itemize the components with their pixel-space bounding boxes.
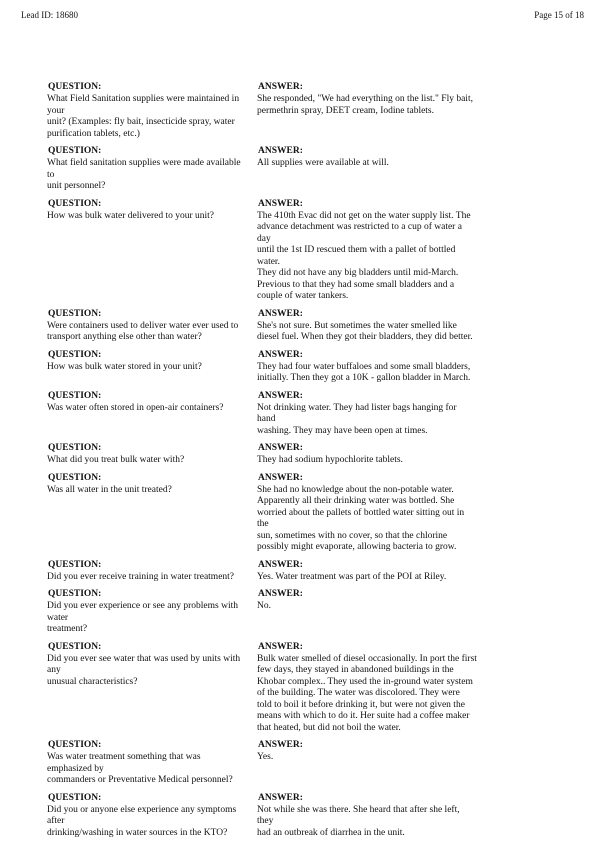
- answer-block: [257, 81, 477, 140]
- question-block: [47, 198, 247, 303]
- answer-block: [257, 559, 477, 584]
- question-text: Did you or anyone else experience any symptoms after drinking/washing in water sources in the KTO?: [47, 804, 237, 838]
- qa-pair: [47, 472, 477, 554]
- question-block: [47, 442, 247, 467]
- question-block: [47, 792, 247, 840]
- question-block: [47, 588, 247, 636]
- question-text: Did you ever receive training in water treatment?: [47, 571, 235, 582]
- question-block: [47, 81, 247, 140]
- answer-block: [257, 641, 477, 735]
- question-label: QUESTION:: [48, 641, 102, 652]
- question-text: Was water often stored in open-air containers?: [47, 402, 224, 413]
- answer-text: They had four water buffaloes and some small bladders, initially. Then they got a 10K - gallon bladder in March.: [257, 361, 471, 383]
- answer-block: [257, 390, 477, 438]
- qa-pair: [47, 739, 477, 787]
- answer-label: ANSWER:: [258, 559, 303, 570]
- answer-block: [257, 472, 477, 554]
- answer-label: ANSWER:: [258, 308, 303, 319]
- question-block: [47, 349, 247, 385]
- question-text: Were containers used to deliver water ever used to transport anything else other than water?: [47, 320, 239, 342]
- question-text: How was bulk water stored in your unit?: [47, 361, 202, 372]
- answer-label: ANSWER:: [258, 82, 303, 92]
- question-label: QUESTION:: [48, 198, 102, 209]
- qa-pair: [47, 442, 477, 467]
- qa-pair: [47, 308, 477, 344]
- answer-text: The 410th Evac did not get on the water supply list. The advance detachment was restricted to a cup of water a day until the 1st ID rescued them with a pallet of bottled water. They did not have any big bladders until mid-March. Previous to that they had some small bladders and a couple of water tankers.: [257, 210, 471, 301]
- answer-label: ANSWER:: [258, 198, 303, 209]
- answer-label: ANSWER:: [258, 792, 303, 803]
- question-block: [47, 145, 247, 193]
- question-block: [47, 559, 247, 584]
- question-text: Did you ever see water that was used by units with any unusual characteristics?: [47, 653, 241, 687]
- answer-block: [257, 588, 477, 636]
- answer-text: Not drinking water. They had lister bags hanging for hand washing. They may have been open at times.: [257, 402, 457, 436]
- answer-label: ANSWER:: [258, 641, 303, 652]
- answer-label: ANSWER:: [258, 146, 303, 156]
- qa-pair: [47, 198, 477, 303]
- qa-pair: [47, 349, 477, 385]
- question-label: QUESTION:: [48, 472, 102, 483]
- question-label: QUESTION:: [48, 740, 102, 750]
- qa-pair: [47, 792, 477, 840]
- qa-pair: [47, 559, 477, 584]
- question-text: What did you treat bulk water with?: [47, 455, 185, 465]
- question-label: QUESTION:: [48, 443, 102, 453]
- answer-text: They had sodium hypochlorite tablets.: [257, 455, 403, 465]
- question-block: [47, 308, 247, 344]
- question-text: How was bulk water delivered to your unit?: [47, 210, 214, 221]
- question-block: [47, 390, 247, 438]
- question-label: QUESTION:: [48, 349, 102, 360]
- question-text: Did you ever experience or see any problems with water treatment?: [47, 601, 238, 634]
- answer-label: ANSWER:: [258, 349, 303, 360]
- answer-block: [257, 308, 477, 344]
- question-text: What field sanitation supplies were made available to unit personnel?: [47, 158, 241, 191]
- question-label: QUESTION:: [48, 390, 102, 401]
- question-block: [47, 641, 247, 735]
- lead-id: Lead ID: 18680: [21, 10, 78, 20]
- question-label: QUESTION:: [48, 792, 102, 803]
- answer-block: [257, 349, 477, 385]
- answer-text: Bulk water smelled of diesel occasionally. In port the first few days, they stayed in abandoned buildings in the Khobar complex.. They used the in-ground water system of the building. The water was discolored. They were told to boil it before drinking it, but were not given the means with which to do it. Her suite had a coffee maker that heated, but did not boil the water.: [257, 653, 477, 733]
- answer-label: ANSWER:: [258, 390, 303, 401]
- question-text: What Field Sanitation supplies were maintained in your unit? (Examples: fly bait, insecticide spray, water purification tablets, etc.): [47, 94, 240, 139]
- answer-block: [257, 739, 477, 787]
- qa-pair: [47, 145, 477, 193]
- question-label: QUESTION:: [48, 146, 102, 156]
- page-number: Page 15 of 18: [534, 10, 584, 20]
- answer-text: She's not sure. But sometimes the water smelled like diesel fuel. When they got their bladders, they did better.: [257, 320, 473, 342]
- qa-list: [47, 81, 477, 844]
- qa-pair: [47, 390, 477, 438]
- question-block: [47, 739, 247, 787]
- answer-text: All supplies were available at will.: [257, 158, 389, 168]
- answer-label: ANSWER:: [258, 740, 303, 750]
- answer-text: She had no knowledge about the non-potable water. Apparently all their drinking water was bottled. She worried about the pallets of bottled water sitting out in the sun, sometimes with no cover, so that the chlorine possibly might evaporate, allowing bacteria to grow.: [257, 484, 465, 552]
- answer-label: ANSWER:: [258, 472, 303, 483]
- answer-block: [257, 442, 477, 467]
- answer-label: ANSWER:: [258, 443, 303, 453]
- answer-block: [257, 145, 477, 193]
- question-text: Was water treatment something that was emphasized by commanders or Preventative Medical personnel?: [47, 752, 233, 785]
- qa-pair: [47, 588, 477, 636]
- qa-pair: [47, 81, 477, 140]
- question-label: QUESTION:: [48, 589, 102, 599]
- question-label: QUESTION:: [48, 308, 102, 319]
- answer-label: ANSWER:: [258, 589, 303, 599]
- question-label: QUESTION:: [48, 82, 102, 92]
- answer-text: No.: [257, 601, 271, 611]
- answer-text: She responded, "We had everything on the list." Fly bait, permethrin spray, DEET cream, Iodine tablets.: [257, 94, 473, 116]
- qa-pair: [47, 641, 477, 735]
- answer-text: Yes. Water treatment was part of the POI at Riley.: [257, 571, 447, 582]
- answer-block: [257, 198, 477, 303]
- question-block: [47, 472, 247, 554]
- answer-text: Yes.: [257, 752, 274, 762]
- question-text: Was all water in the unit treated?: [47, 484, 172, 495]
- answer-block: [257, 792, 477, 840]
- answer-text: Not while she was there. She heard that after she left, they had an outbreak of diarrhea in the unit.: [257, 804, 460, 838]
- question-label: QUESTION:: [48, 559, 102, 570]
